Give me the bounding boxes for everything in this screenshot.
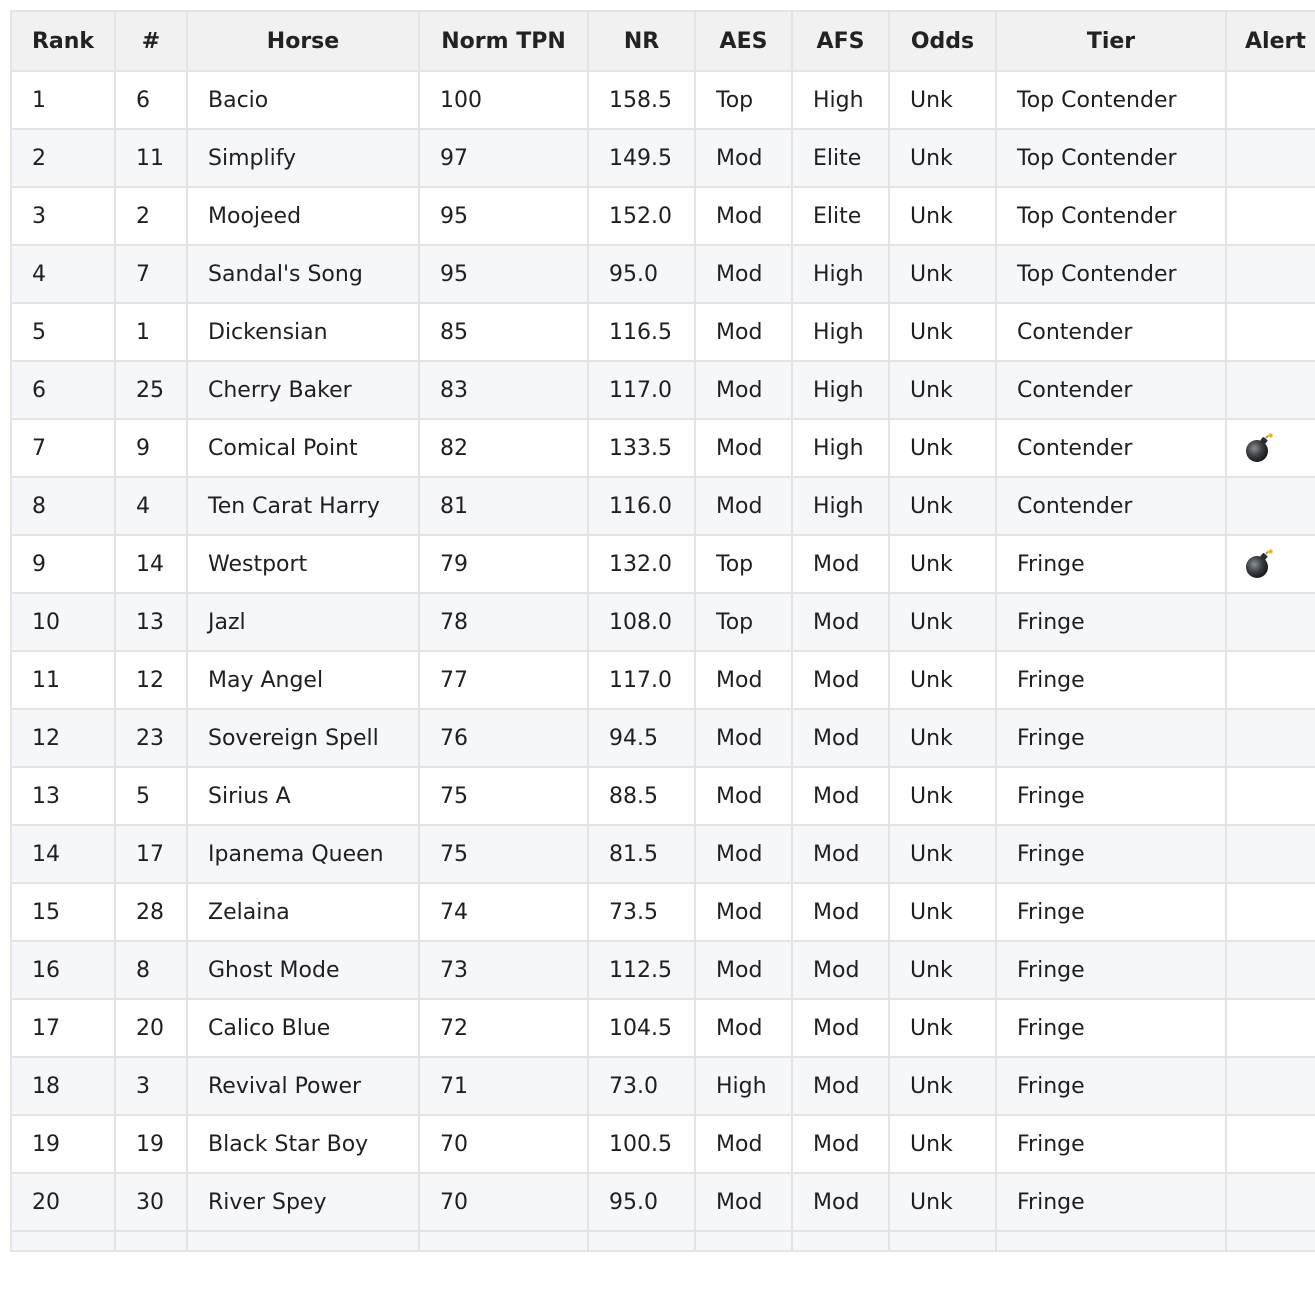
cell-aes: Mod	[695, 361, 792, 419]
cell-afs: High	[792, 477, 889, 535]
col-header-rank[interactable]: Rank	[11, 11, 115, 71]
col-header-tier[interactable]: Tier	[996, 11, 1226, 71]
cell-tier: Contender	[996, 361, 1226, 419]
cell-alert	[1226, 1115, 1315, 1173]
cell-odds: Unk	[889, 477, 996, 535]
cell-norm-tpn: 95	[419, 245, 588, 303]
cell-odds: Unk	[889, 535, 996, 593]
cell-tier: Contender	[996, 419, 1226, 477]
cell-number: 12	[115, 651, 187, 709]
cell-number: 5	[115, 767, 187, 825]
cell-alert	[1226, 593, 1315, 651]
cell-rank: 15	[11, 883, 115, 941]
cell-afs: High	[792, 361, 889, 419]
cell-rank: 6	[11, 361, 115, 419]
cell-norm-tpn: 81	[419, 477, 588, 535]
cell-nr: 94.5	[588, 709, 695, 767]
cell-nr: 95.0	[588, 245, 695, 303]
header-row	[11, 11, 1315, 71]
cell-alert	[1226, 883, 1315, 941]
table-row[interactable]	[11, 361, 1315, 419]
cell-tier: Fringe	[996, 1115, 1226, 1173]
cell-afs: Mod	[792, 999, 889, 1057]
cell-alert	[1226, 245, 1315, 303]
cell-norm-tpn: 72	[419, 999, 588, 1057]
cell-number: 13	[115, 593, 187, 651]
cell-number: 17	[115, 825, 187, 883]
cell-norm-tpn: 78	[419, 593, 588, 651]
cell-afs: Mod	[792, 1173, 889, 1231]
cell-aes: Mod	[695, 129, 792, 187]
cell-odds: Unk	[889, 187, 996, 245]
table-row[interactable]	[11, 129, 1315, 187]
col-header-norm-tpn[interactable]: Norm TPN	[419, 11, 588, 71]
table-row[interactable]	[11, 535, 1315, 593]
cell-horse: Westport	[187, 535, 419, 593]
table-row-partial	[11, 1231, 1315, 1251]
cell-odds: Unk	[889, 883, 996, 941]
cell-alert	[1226, 651, 1315, 709]
cell-rank: 12	[11, 709, 115, 767]
cell-horse: Calico Blue	[187, 999, 419, 1057]
table-body	[11, 71, 1315, 1251]
cell-odds: Unk	[889, 709, 996, 767]
cell-aes: Mod	[695, 999, 792, 1057]
cell-tier: Fringe	[996, 767, 1226, 825]
cell-rank: 2	[11, 129, 115, 187]
cell-afs: Mod	[792, 883, 889, 941]
cell-afs: High	[792, 419, 889, 477]
cell-afs: Mod	[792, 825, 889, 883]
cell-rank: 13	[11, 767, 115, 825]
cell-horse: Ten Carat Harry	[187, 477, 419, 535]
col-header-horse[interactable]: Horse	[187, 11, 419, 71]
cell-afs: Elite	[792, 129, 889, 187]
cell-rank: 11	[11, 651, 115, 709]
cell-tier: Contender	[996, 303, 1226, 361]
cell-alert	[1226, 187, 1315, 245]
cell-norm-tpn: 71	[419, 1057, 588, 1115]
cell-odds: Unk	[889, 129, 996, 187]
table-row[interactable]	[11, 1057, 1315, 1115]
cell-rank: 14	[11, 825, 115, 883]
cell-odds: Unk	[889, 941, 996, 999]
cell-norm-tpn: 82	[419, 419, 588, 477]
table-row[interactable]	[11, 71, 1315, 129]
cell-number: 20	[115, 999, 187, 1057]
cell-odds: Unk	[889, 999, 996, 1057]
table-row[interactable]	[11, 767, 1315, 825]
cell-norm-tpn: 100	[419, 71, 588, 129]
cell-nr: 73.5	[588, 883, 695, 941]
cell-horse: Zelaina	[187, 883, 419, 941]
table-row[interactable]	[11, 593, 1315, 651]
cell-number: 19	[115, 1115, 187, 1173]
cell-horse: May Angel	[187, 651, 419, 709]
table-row[interactable]	[11, 419, 1315, 477]
cell-alert	[1226, 999, 1315, 1057]
cell-odds: Unk	[889, 1115, 996, 1173]
table-row[interactable]	[11, 1115, 1315, 1173]
col-header-odds[interactable]: Odds	[889, 11, 996, 71]
cell-horse: Ghost Mode	[187, 941, 419, 999]
cell-alert	[1226, 303, 1315, 361]
cell-aes: High	[695, 1057, 792, 1115]
cell-alert	[1226, 1057, 1315, 1115]
cell-horse: Jazl	[187, 593, 419, 651]
cell-rank: 9	[11, 535, 115, 593]
cell-number: 6	[115, 71, 187, 129]
cell-afs: Mod	[792, 651, 889, 709]
cell-horse: Ipanema Queen	[187, 825, 419, 883]
cell-nr: 158.5	[588, 71, 695, 129]
cell-aes: Mod	[695, 883, 792, 941]
cell-odds: Unk	[889, 71, 996, 129]
cell-alert	[1226, 767, 1315, 825]
rankings-table	[10, 10, 1315, 1252]
cell-nr: 95.0	[588, 1173, 695, 1231]
cell-alert	[1226, 129, 1315, 187]
cell-number: 4	[115, 477, 187, 535]
cell-aes: Mod	[695, 767, 792, 825]
cell-alert	[1226, 1173, 1315, 1231]
cell-aes: Mod	[695, 477, 792, 535]
cell-odds: Unk	[889, 245, 996, 303]
cell-rank: 5	[11, 303, 115, 361]
cell-empty	[11, 1231, 115, 1251]
cell-alert	[1226, 361, 1315, 419]
cell-odds: Unk	[889, 825, 996, 883]
table-row[interactable]	[11, 651, 1315, 709]
cell-rank: 1	[11, 71, 115, 129]
cell-horse: Simplify	[187, 129, 419, 187]
cell-nr: 133.5	[588, 419, 695, 477]
table-row[interactable]	[11, 883, 1315, 941]
cell-empty	[1226, 1231, 1315, 1251]
cell-aes: Mod	[695, 1173, 792, 1231]
cell-empty	[419, 1231, 588, 1251]
table-row[interactable]	[11, 941, 1315, 999]
table-row[interactable]	[11, 187, 1315, 245]
cell-horse: Moojeed	[187, 187, 419, 245]
cell-aes: Mod	[695, 187, 792, 245]
cell-aes: Mod	[695, 419, 792, 477]
cell-odds: Unk	[889, 1173, 996, 1231]
cell-alert	[1226, 535, 1315, 593]
cell-aes: Mod	[695, 825, 792, 883]
cell-aes: Mod	[695, 651, 792, 709]
cell-tier: Fringe	[996, 999, 1226, 1057]
cell-aes: Mod	[695, 1115, 792, 1173]
cell-norm-tpn: 79	[419, 535, 588, 593]
cell-horse: Sirius A	[187, 767, 419, 825]
cell-nr: 152.0	[588, 187, 695, 245]
cell-horse: Revival Power	[187, 1057, 419, 1115]
cell-tier: Fringe	[996, 535, 1226, 593]
cell-alert	[1226, 71, 1315, 129]
cell-alert	[1226, 419, 1315, 477]
cell-odds: Unk	[889, 651, 996, 709]
cell-afs: Mod	[792, 1115, 889, 1173]
cell-rank: 16	[11, 941, 115, 999]
cell-nr: 117.0	[588, 361, 695, 419]
cell-norm-tpn: 83	[419, 361, 588, 419]
cell-nr: 100.5	[588, 1115, 695, 1173]
cell-rank: 10	[11, 593, 115, 651]
cell-aes: Mod	[695, 303, 792, 361]
rankings-table-container	[10, 10, 1315, 1300]
cell-tier: Top Contender	[996, 129, 1226, 187]
cell-aes: Top	[695, 535, 792, 593]
cell-tier: Fringe	[996, 883, 1226, 941]
cell-afs: High	[792, 245, 889, 303]
cell-number: 14	[115, 535, 187, 593]
cell-norm-tpn: 74	[419, 883, 588, 941]
cell-tier: Top Contender	[996, 71, 1226, 129]
table-row[interactable]	[11, 303, 1315, 361]
cell-afs: Mod	[792, 535, 889, 593]
cell-tier: Fringe	[996, 651, 1226, 709]
cell-empty	[889, 1231, 996, 1251]
table-row[interactable]	[11, 999, 1315, 1057]
table-row[interactable]	[11, 1173, 1315, 1231]
cell-tier: Contender	[996, 477, 1226, 535]
table-row[interactable]	[11, 709, 1315, 767]
table-row[interactable]	[11, 825, 1315, 883]
cell-afs: High	[792, 71, 889, 129]
cell-number: 8	[115, 941, 187, 999]
cell-tier: Top Contender	[996, 245, 1226, 303]
cell-empty	[996, 1231, 1226, 1251]
cell-nr: 117.0	[588, 651, 695, 709]
cell-rank: 3	[11, 187, 115, 245]
cell-empty	[695, 1231, 792, 1251]
table-row[interactable]	[11, 245, 1315, 303]
cell-nr: 108.0	[588, 593, 695, 651]
cell-odds: Unk	[889, 419, 996, 477]
cell-afs: Mod	[792, 593, 889, 651]
bomb-icon	[1243, 435, 1275, 460]
cell-number: 25	[115, 361, 187, 419]
cell-rank: 7	[11, 419, 115, 477]
cell-odds: Unk	[889, 361, 996, 419]
cell-norm-tpn: 73	[419, 941, 588, 999]
col-header-nr[interactable]: NR	[588, 11, 695, 71]
cell-odds: Unk	[889, 593, 996, 651]
col-header-aes[interactable]: AES	[695, 11, 792, 71]
col-header-number[interactable]: #	[115, 11, 187, 71]
cell-number: 23	[115, 709, 187, 767]
cell-tier: Fringe	[996, 941, 1226, 999]
cell-nr: 132.0	[588, 535, 695, 593]
cell-horse: Comical Point	[187, 419, 419, 477]
bomb-icon	[1243, 551, 1275, 576]
cell-norm-tpn: 76	[419, 709, 588, 767]
cell-empty	[187, 1231, 419, 1251]
cell-afs: Elite	[792, 187, 889, 245]
cell-odds: Unk	[889, 303, 996, 361]
cell-horse: Sovereign Spell	[187, 709, 419, 767]
cell-norm-tpn: 77	[419, 651, 588, 709]
cell-odds: Unk	[889, 767, 996, 825]
table-row[interactable]	[11, 477, 1315, 535]
cell-horse: Sandal's Song	[187, 245, 419, 303]
cell-number: 2	[115, 187, 187, 245]
cell-horse: Bacio	[187, 71, 419, 129]
cell-afs: Mod	[792, 941, 889, 999]
cell-horse: River Spey	[187, 1173, 419, 1231]
cell-tier: Fringe	[996, 593, 1226, 651]
cell-nr: 104.5	[588, 999, 695, 1057]
cell-tier: Fringe	[996, 1057, 1226, 1115]
cell-nr: 112.5	[588, 941, 695, 999]
cell-alert	[1226, 477, 1315, 535]
cell-horse: Dickensian	[187, 303, 419, 361]
cell-norm-tpn: 70	[419, 1115, 588, 1173]
cell-norm-tpn: 75	[419, 825, 588, 883]
cell-nr: 116.5	[588, 303, 695, 361]
cell-nr: 73.0	[588, 1057, 695, 1115]
cell-norm-tpn: 85	[419, 303, 588, 361]
cell-rank: 19	[11, 1115, 115, 1173]
cell-tier: Fringe	[996, 709, 1226, 767]
cell-empty	[115, 1231, 187, 1251]
cell-afs: Mod	[792, 767, 889, 825]
cell-horse: Cherry Baker	[187, 361, 419, 419]
cell-nr: 116.0	[588, 477, 695, 535]
cell-rank: 17	[11, 999, 115, 1057]
cell-tier: Fringe	[996, 825, 1226, 883]
cell-empty	[792, 1231, 889, 1251]
col-header-alert[interactable]: Alert	[1226, 11, 1315, 71]
cell-number: 11	[115, 129, 187, 187]
cell-alert	[1226, 825, 1315, 883]
cell-tier: Top Contender	[996, 187, 1226, 245]
cell-aes: Mod	[695, 941, 792, 999]
cell-norm-tpn: 75	[419, 767, 588, 825]
cell-aes: Top	[695, 71, 792, 129]
cell-norm-tpn: 70	[419, 1173, 588, 1231]
cell-number: 1	[115, 303, 187, 361]
cell-number: 7	[115, 245, 187, 303]
col-header-afs[interactable]: AFS	[792, 11, 889, 71]
cell-rank: 20	[11, 1173, 115, 1231]
cell-afs: Mod	[792, 709, 889, 767]
cell-nr: 149.5	[588, 129, 695, 187]
cell-number: 28	[115, 883, 187, 941]
cell-number: 30	[115, 1173, 187, 1231]
cell-odds: Unk	[889, 1057, 996, 1115]
cell-aes: Top	[695, 593, 792, 651]
cell-alert	[1226, 709, 1315, 767]
cell-rank: 4	[11, 245, 115, 303]
cell-norm-tpn: 97	[419, 129, 588, 187]
cell-horse: Black Star Boy	[187, 1115, 419, 1173]
cell-rank: 18	[11, 1057, 115, 1115]
cell-afs: High	[792, 303, 889, 361]
cell-aes: Mod	[695, 245, 792, 303]
cell-empty	[588, 1231, 695, 1251]
cell-nr: 88.5	[588, 767, 695, 825]
cell-number: 9	[115, 419, 187, 477]
cell-number: 3	[115, 1057, 187, 1115]
cell-alert	[1226, 941, 1315, 999]
cell-afs: Mod	[792, 1057, 889, 1115]
cell-nr: 81.5	[588, 825, 695, 883]
cell-tier: Fringe	[996, 1173, 1226, 1231]
cell-norm-tpn: 95	[419, 187, 588, 245]
cell-aes: Mod	[695, 709, 792, 767]
cell-rank: 8	[11, 477, 115, 535]
